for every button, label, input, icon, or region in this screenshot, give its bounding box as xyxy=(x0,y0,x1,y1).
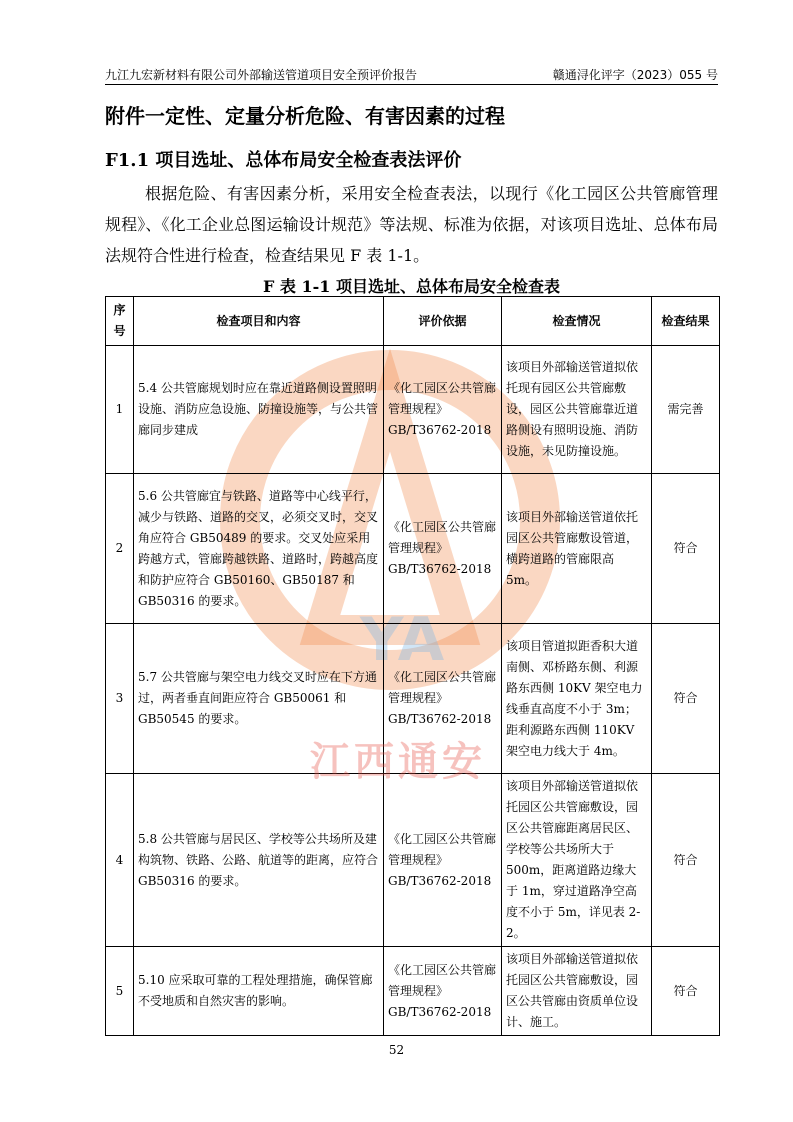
row-item: 5.4 公共管廊规划时应在靠近道路侧设置照明设施、消防应急设施、防撞设施等，与公共管廊同步建成 xyxy=(134,346,384,474)
table-row xyxy=(106,346,720,474)
row-status: 该项目管道拟距香积大道南侧、邓桥路东侧、利源路东西侧 10KV 架空电力线垂直高度不小于 3m；距利源路东西侧 110KV 架空电力线大于 4m。 xyxy=(502,624,652,774)
table-row xyxy=(106,474,720,624)
header-report-title: 九江九宏新材料有限公司外部输送管道项目安全预评价报告 xyxy=(105,68,418,82)
col-header-result: 检查结果 xyxy=(652,297,720,346)
table-row xyxy=(106,774,720,947)
row-no: 5 xyxy=(106,947,134,1036)
col-header-basis: 评价依据 xyxy=(384,297,502,346)
page-header xyxy=(105,66,718,85)
row-status: 该项目外部输送管道拟依托现有园区公共管廊敷设，园区公共管廊靠近道路侧设有照明设施、消防设施，未见防撞设施。 xyxy=(502,346,652,474)
table-row xyxy=(106,947,720,1036)
row-item: 5.6 公共管廊宜与铁路、道路等中心线平行，减少与铁路、道路的交叉，必须交叉时，交叉角应符合 GB50489 的要求。交叉处应采用跨越方式，管廊跨越铁路、道路时，跨越高度和防护应符合 GB50160、GB50187 和 GB50316 的要求。 xyxy=(134,474,384,624)
header-report-number: 赣通浔化评字（2023）055 号 xyxy=(552,68,718,82)
row-status: 该项目外部输送管道依托园区公共管廊敷设管道，横跨道路的管廊限高 5m。 xyxy=(502,474,652,624)
row-no: 4 xyxy=(106,774,134,947)
section-title: F1.1 项目选址、总体布局安全检查表法评价 xyxy=(105,150,462,171)
page-number: 52 xyxy=(388,1043,405,1057)
row-no: 2 xyxy=(106,474,134,624)
row-result: 符合 xyxy=(652,774,720,947)
table-header-row xyxy=(106,297,720,346)
row-result: 符合 xyxy=(652,947,720,1036)
table-caption: F 表 1-1 项目选址、总体布局安全检查表 xyxy=(263,277,560,296)
page-title: 附件一定性、定量分析危险、有害因素的过程 xyxy=(105,104,505,128)
row-result: 符合 xyxy=(652,624,720,774)
row-result: 符合 xyxy=(652,474,720,624)
watermark-letters: YA xyxy=(360,605,445,675)
intro-paragraph: 根据危险、有害因素分析，采用安全检查表法，以现行《化工园区公共管廊管理规程》、《化工企业总图运输设计规范》等法规、标准为依据，对该项目选址、总体布局法规符合性进行检查，检查结果见 F 表 1-1。 xyxy=(105,184,718,265)
row-item: 5.8 公共管廊与居民区、学校等公共场所及建构筑物、铁路、公路、航道等的距离，应符合 GB50316 的要求。 xyxy=(134,774,384,947)
row-result: 需完善 xyxy=(652,346,720,474)
row-basis: 《化工园区公共管廊管理规程》GB/T36762-2018 xyxy=(384,624,502,774)
row-no: 1 xyxy=(106,346,134,474)
row-basis: 《化工园区公共管廊管理规程》GB/T36762-2018 xyxy=(384,474,502,624)
row-basis: 《化工园区公共管廊管理规程》GB/T36762-2018 xyxy=(384,774,502,947)
row-item: 5.10 应采取可靠的工程处理措施，确保管廊不受地质和自然灾害的影响。 xyxy=(134,947,384,1036)
watermark-text: 江西通安 xyxy=(310,739,486,785)
safety-checklist-table xyxy=(105,296,720,1036)
row-status: 该项目外部输送管道拟依托园区公共管廊敷设，园区公共管廊由资质单位设计、施工。 xyxy=(502,947,652,1036)
col-header-item: 检查项目和内容 xyxy=(134,297,384,346)
row-basis: 《化工园区公共管廊管理规程》GB/T36762-2018 xyxy=(384,947,502,1036)
row-status: 该项目外部输送管道拟依托园区公共管廊敷设，园区公共管廊距离居民区、学校等公共场所大于 500m，距离道路边缘大于 1m，穿过道路净空高度不小于 5m，详见表 2-2。 xyxy=(502,774,652,947)
row-no: 3 xyxy=(106,624,134,774)
col-header-no: 序号 xyxy=(106,297,134,346)
row-item: 5.7 公共管廊与架空电力线交叉时应在下方通过，两者垂直间距应符合 GB50061 和 GB50545 的要求。 xyxy=(134,624,384,774)
row-basis: 《化工园区公共管廊管理规程》GB/T36762-2018 xyxy=(384,346,502,474)
col-header-status: 检查情况 xyxy=(502,297,652,346)
